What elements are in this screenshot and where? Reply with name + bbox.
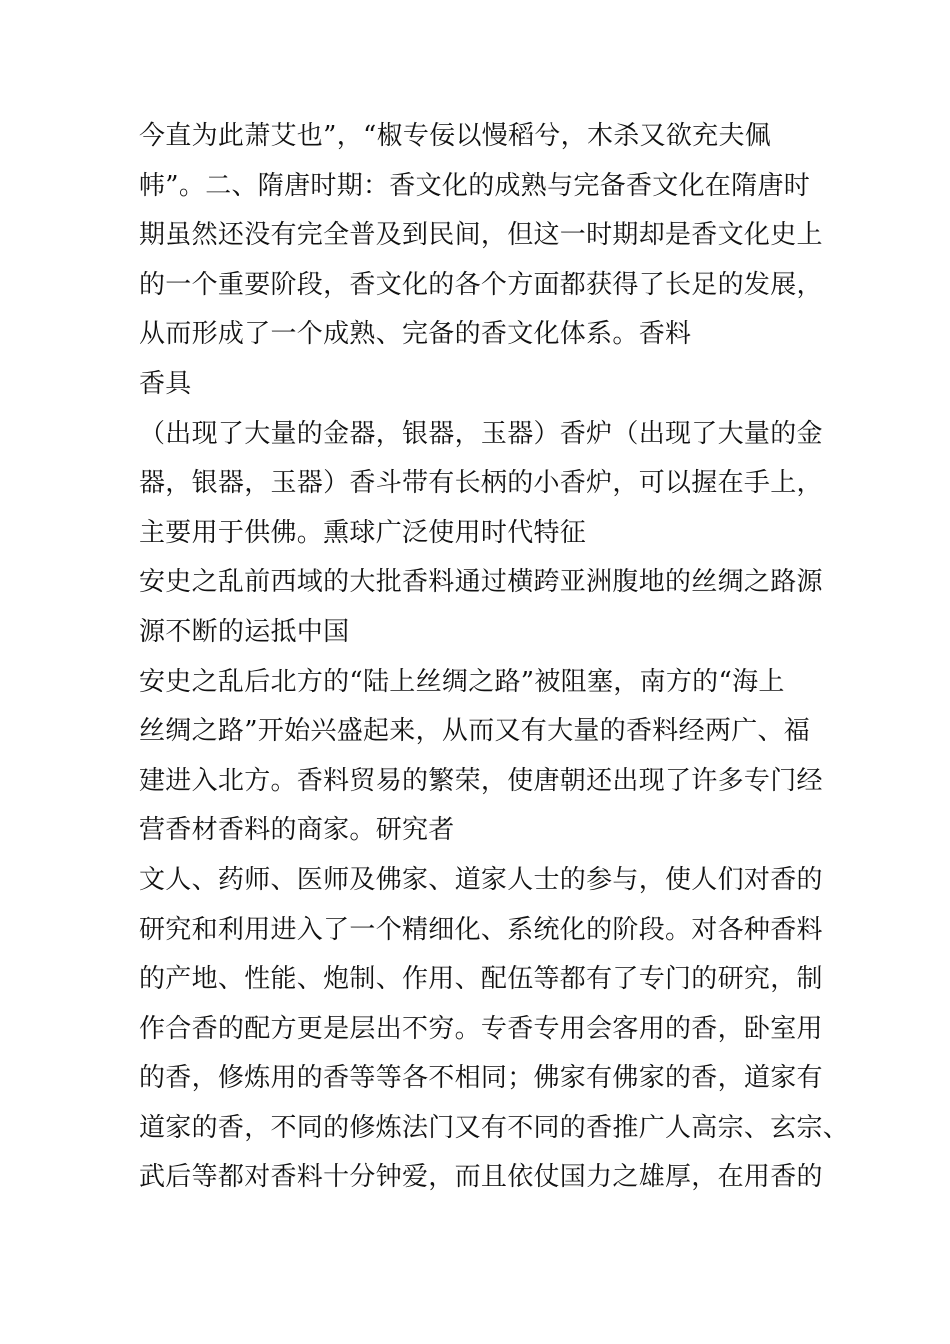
text-line: （出现了大量的金器，银器，玉器）香炉（出现了大量的金 <box>139 418 823 449</box>
text-line: 主要用于供佛。熏球广泛使用时代特征 <box>139 517 587 548</box>
text-line: 营香材香料的商家。研究者 <box>139 815 455 846</box>
text-line: 帏”。二、隋唐时期：香文化的成熟与完备香文化在隋唐时 <box>139 170 811 201</box>
text-line: 丝绸之路”开始兴盛起来，从而又有大量的香料经两广、福 <box>139 716 811 747</box>
text-line: 今直为此萧艾也”，“椒专佞以慢稻兮，木杀又欲充夫佩 <box>139 121 772 151</box>
text-line: 安史之乱前西域的大批香料通过横跨亚洲腹地的丝绸之路源 <box>139 567 823 598</box>
text-line: 建进入北方。香料贸易的繁荣，使唐朝还出现了许多专门经 <box>139 765 823 796</box>
text-line: 研究和利用进入了一个精细化、系统化的阶段。对各种香料 <box>139 914 823 945</box>
text-line: 的香，修炼用的香等等各不相同；佛家有佛家的香，道家有 <box>139 1063 823 1094</box>
text-line: 武后等都对香料十分钟爱，而且依仗国力之雄厚，在用香的 <box>139 1162 823 1193</box>
text-line: 期虽然还没有完全普及到民间，但这一时期却是香文化史上 <box>139 220 823 251</box>
text-line: 源不断的运抵中国 <box>139 616 350 647</box>
text-line: 从而形成了一个成熟、完备的香文化体系。香料 <box>139 319 692 350</box>
body-text <box>139 112 849 1203</box>
text-line: 器，银器，玉器）香斗带有长柄的小香炉，可以握在手上， <box>139 468 823 499</box>
text-line: 文人、药师、医师及佛家、道家人士的参与，使人们对香的 <box>139 864 823 895</box>
text-line: 作合香的配方更是层出不穷。专香专用会客用的香，卧室用 <box>139 1013 823 1044</box>
text-line: 道家的香，不同的修炼法门又有不同的香推广人高宗、玄宗、 <box>139 1112 850 1143</box>
text-line: 香具 <box>139 368 192 399</box>
text-line: 安史之乱后北方的“陆上丝绸之路”被阻塞，南方的“海上 <box>139 666 785 697</box>
text-line: 的一个重要阶段，香文化的各个方面都获得了长足的发展， <box>139 269 823 300</box>
text-line: 的产地、性能、炮制、作用、配伍等都有了专门的研究，制 <box>139 964 823 995</box>
